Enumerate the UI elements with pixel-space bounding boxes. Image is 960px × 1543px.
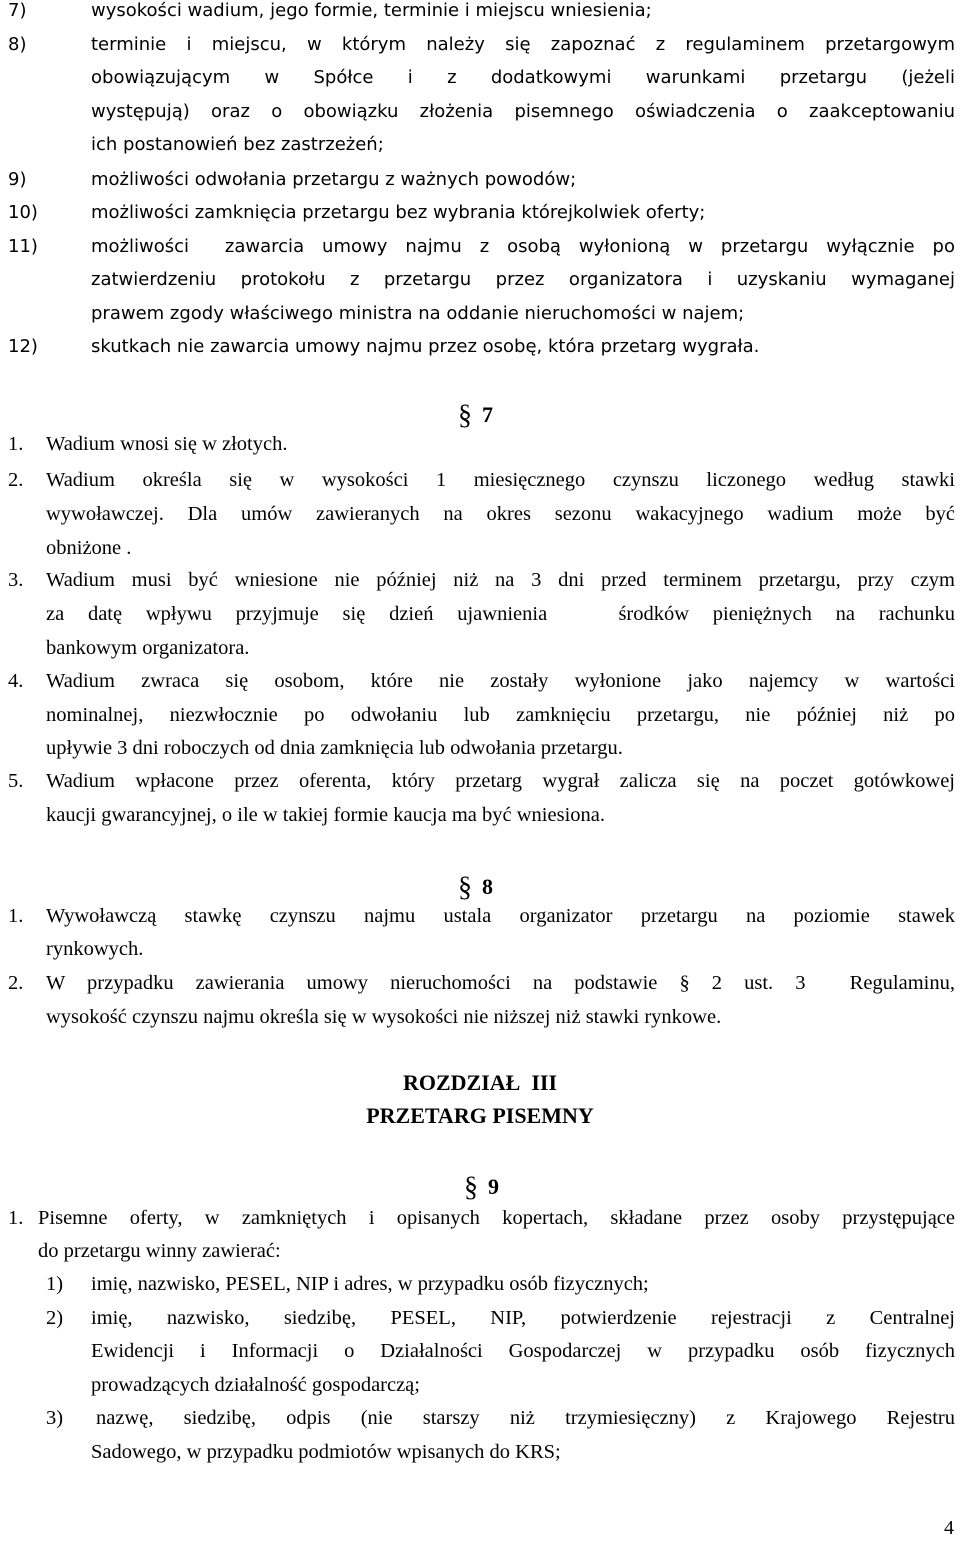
list-item-text: możliwości odwołania przetargu z ważnych powodów; (91, 169, 577, 190)
paragraph-text: wysokość czynszu najmu określa się w wysokości nie niższej niż stawki rynkowe. (46, 1006, 722, 1028)
list-item-text: zatwierdzeniu protokołu z przetargu przez organizatora i uzyskaniu wymaganej (91, 269, 955, 290)
list-number: 11) (8, 236, 38, 257)
paragraph-text: za datę wpływu przyjmuje się dzień ujawnienia środków pieniężnych na rachunku (46, 603, 955, 625)
section-heading-8 (458, 872, 493, 903)
paragraph-text: kaucji gwarancyjnej, o ile w takiej formie kaucja ma być wniesiona. (46, 804, 605, 826)
list-item-text: prawem zgody właściwego ministra na oddanie nieruchomości w najem; (91, 303, 745, 324)
paragraph-text: Wywoławczą stawkę czynszu najmu ustala organizator przetargu na poziomie stawek (46, 905, 955, 927)
paragraph-text: Wadium określa się w wysokości 1 miesięcznego czynszu liczonego według stawki (46, 469, 955, 491)
list-number: 8) (8, 34, 27, 55)
list-item-text: występują) oraz o obowiązku złożenia pisemnego oświadczenia o zaakceptowaniu (91, 101, 955, 122)
paragraph-text: do przetargu winny zawierać: (38, 1240, 281, 1262)
paragraph-text: W przypadku zawierania umowy nieruchomości na podstawie § 2 ust. 3 Regulaminu, (46, 972, 955, 994)
paragraph-number: 1. (8, 905, 24, 927)
paragraph-text: obniżone . (46, 537, 132, 559)
chapter-title: ROZDZIAŁ III (402, 1070, 558, 1095)
section-number: 9 (488, 1174, 499, 1199)
list-item-text: możliwości zawarcia umowy najmu z osobą wyłonioną w przetargu wyłącznie po (91, 236, 955, 257)
list-item-text: prowadzących działalność gospodarczą; (91, 1374, 420, 1396)
list-number: 10) (8, 202, 38, 223)
list-item-text: imię, nazwisko, siedzibę, PESEL, NIP, potwierdzenie rejestracji z Centralnej (91, 1307, 955, 1329)
list-item-text: obowiązującym w Spółce i z dodatkowymi warunkami przetargu (jeżeli (91, 67, 955, 88)
chapter-subtitle: PRZETARG PISEMNY (366, 1103, 594, 1128)
list-number: 1) (46, 1273, 64, 1295)
paragraph-text: rynkowych. (46, 938, 144, 960)
section-mark: § (458, 872, 472, 903)
section-heading-9 (464, 1172, 499, 1203)
paragraph-text: bankowym organizatora. (46, 637, 250, 659)
paragraph-text: Wadium wpłacone przez oferenta, który przetarg wygrał zalicza się na poczet gotówkowej (46, 770, 955, 792)
paragraph-number: 1. (8, 433, 24, 455)
list-item-text: Sadowego, w przypadku podmiotów wpisanych do KRS; (91, 1441, 561, 1463)
paragraph-number: 3. (8, 569, 24, 591)
list-number: 3) (46, 1407, 64, 1429)
list-number: 7) (8, 0, 27, 21)
list-item-text: terminie i miejscu, w którym należy się zapoznać z regulaminem przetargowym (91, 34, 955, 55)
paragraph-text: Wadium zwraca się osobom, które nie zostały wyłonione jako najemcy w wartości (46, 670, 955, 692)
list-number: 2) (46, 1307, 64, 1329)
section-number: 7 (482, 402, 493, 427)
section-heading-7 (458, 400, 493, 431)
list-item-text: nazwę, siedzibę, odpis (nie starszy niż trzymiesięczny) z Krajowego Rejestru (96, 1407, 955, 1429)
paragraph-text: upływie 3 dni roboczych od dnia zamknięcia lub odwołania przetargu. (46, 737, 623, 759)
paragraph-text: Pisemne oferty, w zamkniętych i opisanych kopertach, składane przez osoby przystępujące (38, 1207, 955, 1229)
section-number: 8 (482, 874, 493, 899)
list-number: 9) (8, 169, 27, 190)
list-item-text: imię, nazwisko, PESEL, NIP i adres, w przypadku osób fizycznych; (91, 1273, 649, 1295)
list-number: 12) (8, 336, 38, 357)
list-item-text: wysokości wadium, jego formie, terminie i miejscu wniesienia; (91, 0, 652, 21)
list-item-text: skutkach nie zawarcia umowy najmu przez osobę, która przetarg wygrała. (91, 336, 760, 357)
section-mark: § (464, 1172, 478, 1203)
paragraph-number: 2. (8, 469, 24, 491)
paragraph-number: 1. (8, 1207, 24, 1229)
paragraph-text: Wadium musi być wniesione nie później niż na 3 dni przed terminem przetargu, przy czym (46, 569, 955, 591)
page-number: 4 (944, 1517, 954, 1539)
section-mark: § (458, 400, 472, 431)
paragraph-number: 4. (8, 670, 24, 692)
paragraph-text: nominalnej, niezwłocznie po odwołaniu lub zamknięciu przetargu, nie później niż po (46, 704, 955, 726)
paragraph-text: wywoławczej. Dla umów zawieranych na okres sezonu wakacyjnego wadium może być (46, 503, 955, 525)
paragraph-number: 5. (8, 770, 24, 792)
paragraph-number: 2. (8, 972, 24, 994)
list-item-text: możliwości zamknięcia przetargu bez wybrania którejkolwiek oferty; (91, 202, 706, 223)
list-item-text: Ewidencji i Informacji o Działalności Gospodarczej w przypadku osób fizycznych (91, 1340, 955, 1362)
paragraph-text: Wadium wnosi się w złotych. (46, 433, 288, 455)
list-item-text: ich postanowień bez zastrzeżeń; (91, 134, 384, 155)
